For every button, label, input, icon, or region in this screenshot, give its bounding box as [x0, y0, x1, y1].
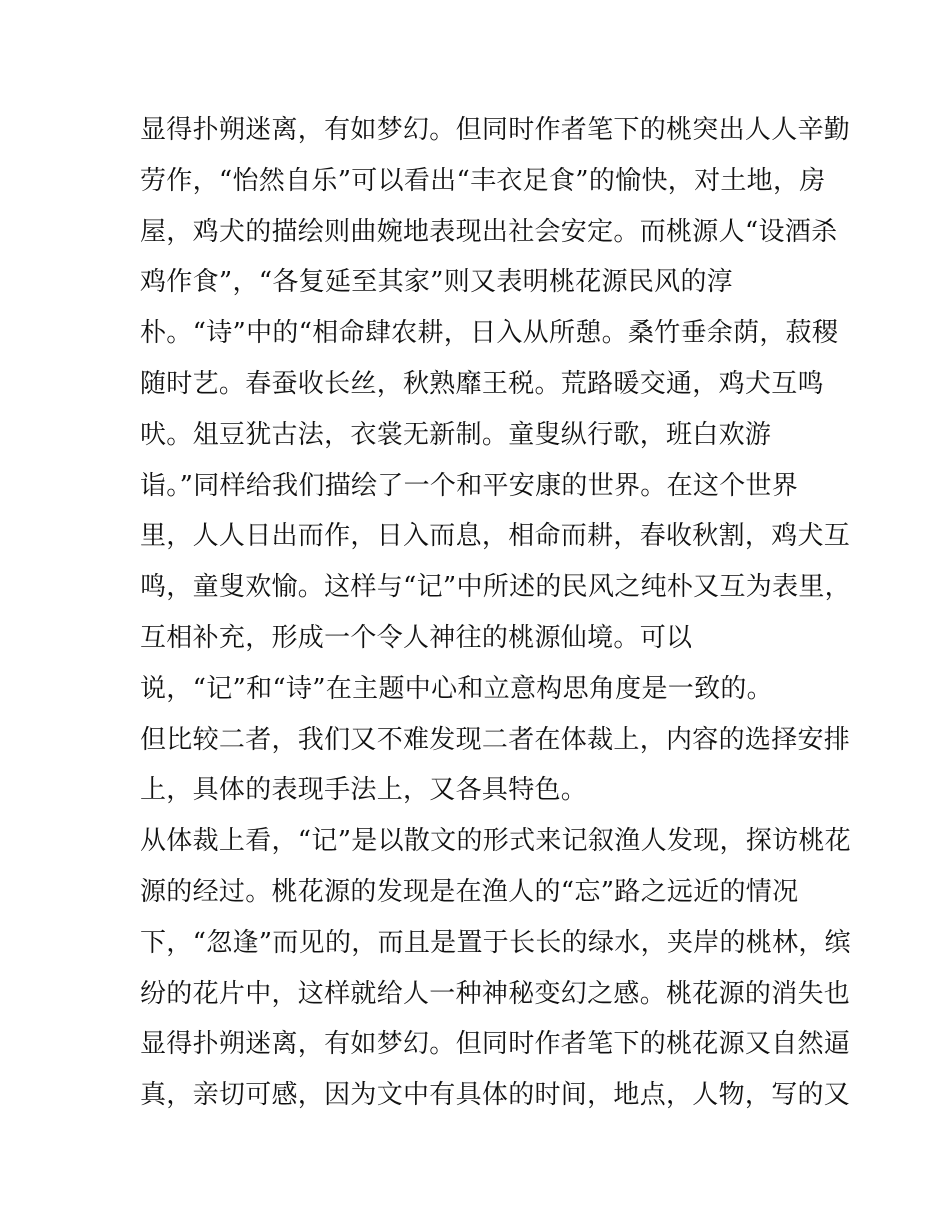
- text-line: 互相补充，形成一个令人神往的桃源仙境。可以: [140, 622, 693, 653]
- text-line: 说，“记”和“诗”在主题中心和立意构思角度是一致的。: [140, 673, 773, 704]
- text-line: 从体裁上看，“记”是以散文的形式来记叙渔人发现，探访桃花: [140, 826, 851, 857]
- text-line: 显得扑朔迷离，有如梦幻。但同时作者笔下的桃突出人人辛勤: [140, 115, 851, 145]
- text-line: 随时艺。春蚕收长丝，秋熟靡王税。荒路暖交通，鸡犬互鸣: [140, 368, 824, 399]
- text-line: 上，具体的表现手法上，又各具特色。: [140, 775, 588, 806]
- text-line: 屋，鸡犬的描绘则曲婉地表现出社会安定。而桃源人“设酒杀: [140, 216, 838, 247]
- text-line: 朴。“诗”中的“相命肆农耕，日入从所憩。桑竹垂余荫，菽稷: [140, 318, 839, 349]
- body-text: [140, 105, 851, 1121]
- text-line: 劳作，“怡然自乐”可以看出“丰衣足食”的愉快，对土地，房: [140, 165, 826, 196]
- text-line: 诣。”同样给我们描绘了一个和平安康的世界。在这个世界: [140, 470, 799, 501]
- text-line: 显得扑朔迷离，有如梦幻。但同时作者笔下的桃花源又自然逼: [140, 1029, 851, 1060]
- text-line: 源的经过。桃花源的发现是在渔人的“忘”路之远近的情况: [140, 876, 799, 907]
- text-line: 真，亲切可感，因为文中有具体的时间，地点，人物，写的又: [140, 1080, 851, 1111]
- text-line: 里，人人日出而作，日入而息，相命而耕，春收秋割，鸡犬互: [140, 521, 851, 552]
- text-line: 鸡作食”，“各复延至其家”则又表明桃花源民风的淳: [140, 267, 734, 298]
- text-line: 吠。俎豆犹古法，衣裳无新制。童叟纵行歌，班白欢游: [140, 419, 772, 450]
- text-line: 鸣，童叟欢愉。这样与“记”中所述的民风之纯朴又互为表里，: [140, 572, 851, 603]
- text-line: 纷的花片中，这样就给人一种神秘变幻之感。桃花源的消失也: [140, 978, 851, 1009]
- text-line: 但比较二者，我们又不难发现二者在体裁上，内容的选择安排: [140, 724, 851, 755]
- text-line: 下，“忽逢”而见的，而且是置于长长的绿水，夹岸的桃林，缤: [140, 927, 851, 958]
